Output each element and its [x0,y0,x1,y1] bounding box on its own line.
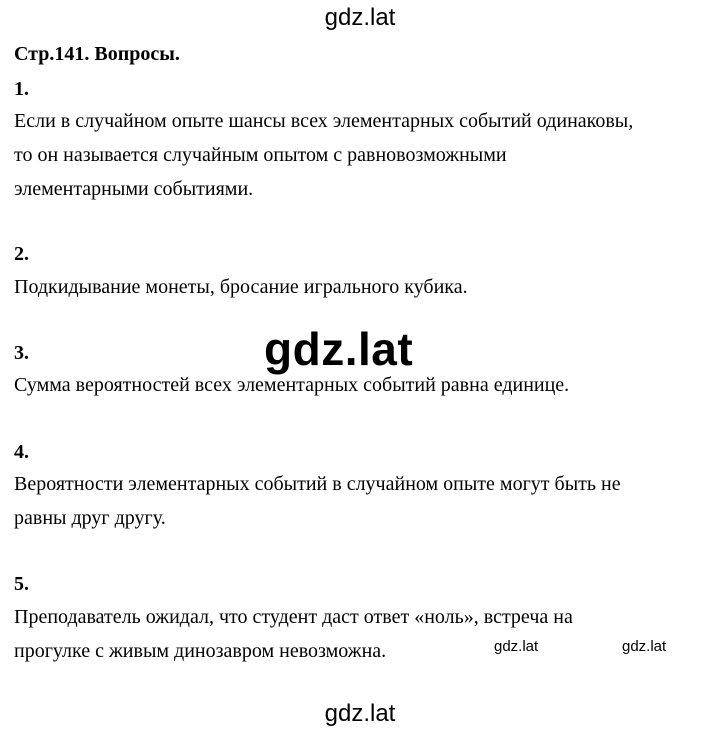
answer-5-number: 5. [14,573,29,595]
watermark-center: gdz.lat [264,323,414,375]
answer-2-line-1: Подкидывание монеты, бросание игрального кубика. [14,276,468,298]
answer-1-text [14,104,704,206]
watermark-bottom: gdz.lat [324,700,396,727]
answer-4-number: 4. [14,441,29,463]
answer-1-line-1: Если в случайном опыте шансы всех элементарных событий одинаковы, [14,110,634,132]
answer-5-line-1: Преподаватель ожидал, что студент даст ответ «ноль», встреча на [14,606,573,628]
answer-1-number: 1. [14,78,29,100]
answer-2-number: 2. [14,243,29,265]
answer-3-line-1: Сумма вероятностей всех элементарных событий равна единице. [14,374,570,396]
answer-5-line-2: прогулке с живым динозавром невозможна. [14,640,387,662]
answer-3-number: 3. [14,342,29,364]
watermark-top: gdz.lat [324,4,396,31]
answer-1-line-2: то он называется случайным опытом с равновозможными [14,144,507,166]
answer-2-text [14,270,704,304]
answer-4-text [14,467,704,535]
page-title: Стр.141. Вопросы. [14,43,180,65]
answer-4-line-2: равны друг другу. [14,507,166,529]
watermark-small-left: gdz.lat [494,638,539,655]
watermark-small-right: gdz.lat [622,638,667,655]
answer-1-line-3: элементарными событиями. [14,178,254,200]
answer-5-text [14,600,704,668]
answer-4-line-1: Вероятности элементарных событий в случайном опыте могут быть не [14,473,621,495]
